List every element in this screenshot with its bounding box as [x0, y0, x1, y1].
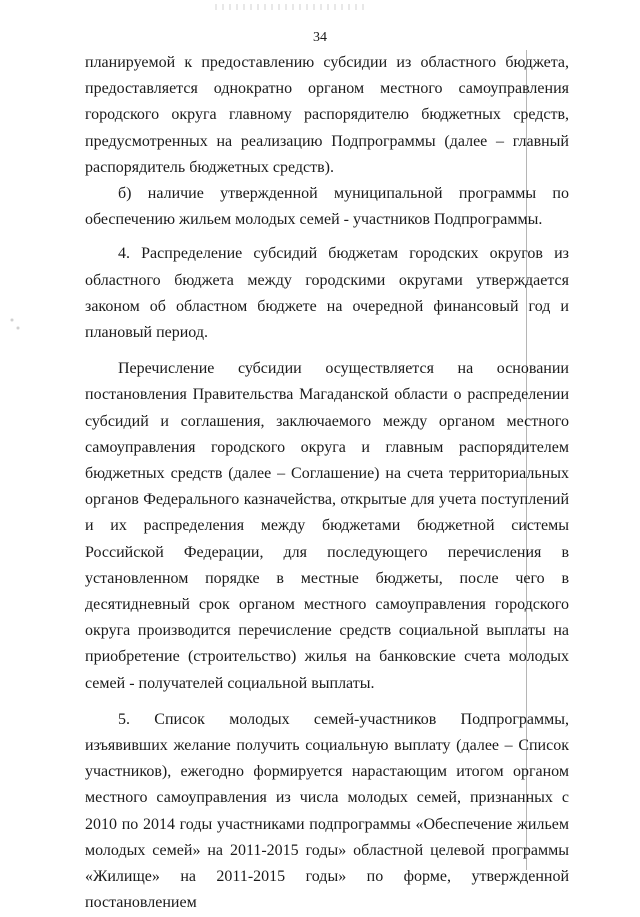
paragraph-continuation: планируемой к предоставлению субсидии из областного бюджета, предоставляется однократно органом местного самоуправления городского округа главному распорядителю бюджетных средств, предусмотренных на реализацию Подпрограммы (далее – главный распорядитель бюджетных средств).	[85, 54, 569, 176]
paragraph-4: 4. Распределение субсидий бюджетам городских округов из областного бюджета между городскими округами утверждается законом об областном бюджете на очередной финансовый год и плановый период.	[85, 245, 569, 342]
paragraph-5: 5. Список молодых семей-участников Подпрограммы, изъявивших желание получить социальную выплату (далее – Список участников), ежегодно формируется нарастающим итогом органом местного самоуправления из числа молодых семей, признанных с 2010 по 2014 годы участниками подпрограммы «Обеспечение жильем молодых семей» на 2011-2015 годы» областной целевой программы «Жилище» на 2011-2015 годы» по форме, утвержденной постановлением	[85, 710, 569, 912]
scan-artifact	[215, 4, 365, 10]
paragraph-transfer: Перечисление субсидии осуществляется на основании постановления Правительства Магаданской области о распределении субсидий и соглашения, заключаемого между органом местного самоуправления городского округа и главным распорядителем бюджетных средств (далее – Соглашение) на счета территориальных органов Федерального казначейства, открытые для учета поступлений и их распределения между бюджетами бюджетной системы Российской Федерации, для последующего перечисления в установленном порядке в местные бюджеты, после чего в десятидневный срок органом местного самоуправления городского округа производится перечисление средств социальной выплаты на приобретение (строительство) жилья на банковские счета молодых семей - получателей социальной выплаты.	[85, 360, 569, 692]
page-number: 34	[313, 30, 327, 45]
scan-dots	[8, 316, 22, 334]
paragraph-item-b: б) наличие утвержденной муниципальной программы по обеспечению жильем молодых семей - участников Подпрограммы.	[85, 185, 569, 229]
document-body	[85, 50, 569, 917]
